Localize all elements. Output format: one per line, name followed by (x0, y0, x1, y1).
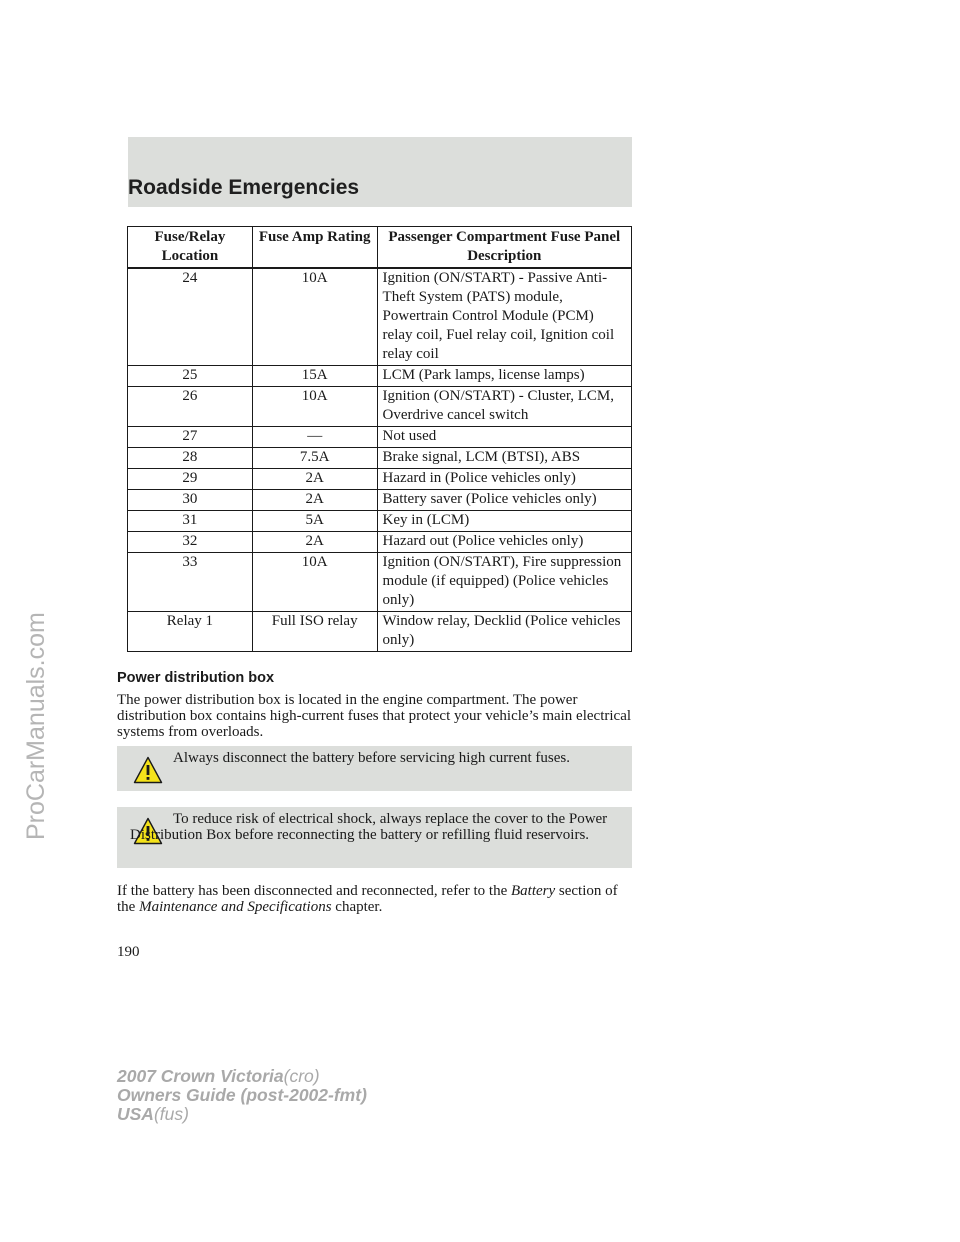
watermark: ProCarManuals.com (22, 612, 50, 840)
cell-rating: 10A (252, 268, 377, 366)
cell-rating: 2A (252, 532, 377, 553)
cell-location: 29 (128, 469, 253, 490)
battery-ref-text-3: chapter. (335, 899, 383, 915)
fuse-table-header (128, 227, 632, 269)
warning-triangle-icon (133, 756, 163, 784)
cell-rating: 2A (252, 469, 377, 490)
warning-text-2: To reduce risk of electrical shock, always replace the cover to the Power Distribution Box before reconnecting the battery or refilling fluid reservoirs. (130, 811, 608, 843)
cell-description: Key in (LCM) (377, 511, 631, 532)
cell-description: Ignition (ON/START) - Cluster, LCM, Overdrive cancel switch (377, 387, 631, 427)
cell-description: Window relay, Decklid (Police vehicles only) (377, 612, 631, 652)
power-distribution-heading: Power distribution box (117, 670, 275, 686)
battery-reference-paragraph (117, 883, 632, 915)
cell-location: 28 (128, 448, 253, 469)
table-row (128, 366, 632, 387)
section-title: Roadside Emergencies (128, 176, 360, 199)
cell-location: 32 (128, 532, 253, 553)
fuse-table (127, 226, 632, 652)
cell-description: Hazard out (Police vehicles only) (377, 532, 631, 553)
table-row (128, 553, 632, 612)
cell-location: 27 (128, 427, 253, 448)
cell-rating: 15A (252, 366, 377, 387)
document-footer (117, 1067, 367, 1124)
battery-ref-text-2: section of the (117, 883, 618, 915)
cell-location: 26 (128, 387, 253, 427)
warning-box-1 (117, 746, 632, 791)
battery-section-ref: Battery (510, 883, 556, 899)
cell-location: Relay 1 (128, 612, 253, 652)
table-row (128, 387, 632, 427)
table-row (128, 511, 632, 532)
cell-description: Ignition (ON/START), Fire suppression module (if equipped) (Police vehicles only) (377, 553, 631, 612)
cell-rating: 10A (252, 387, 377, 427)
cell-description: Brake signal, LCM (BTSI), ABS (377, 448, 631, 469)
footer-model: 2007 Crown Victoria (117, 1066, 284, 1086)
table-row (128, 448, 632, 469)
footer-guide: Owners Guide (post-2002-fmt) (117, 1085, 367, 1105)
cell-rating: 10A (252, 553, 377, 612)
header-description: Passenger Compartment Fuse Panel Description (377, 227, 631, 269)
warning-box-2 (117, 807, 632, 868)
footer-model-code: (cro) (283, 1066, 320, 1086)
table-row (128, 469, 632, 490)
footer-region-code: (fus) (153, 1104, 189, 1124)
table-row (128, 532, 632, 553)
cell-description: Battery saver (Police vehicles only) (377, 490, 631, 511)
cell-location: 30 (128, 490, 253, 511)
cell-rating: — (252, 427, 377, 448)
cell-rating: 5A (252, 511, 377, 532)
cell-location: 31 (128, 511, 253, 532)
header-rating: Fuse Amp Rating (252, 227, 377, 269)
warning-text-1: Always disconnect the battery before servicing high current fuses. (173, 750, 570, 766)
footer-region: USA (117, 1104, 154, 1124)
cell-description: Ignition (ON/START) - Passive Anti-Theft System (PATS) module, Powertrain Control Module (PCM) relay coil, Fuel relay coil, Ignition coil relay coil (377, 268, 631, 366)
table-row (128, 268, 632, 366)
table-row (128, 612, 632, 652)
cell-rating: 2A (252, 490, 377, 511)
maintenance-chapter-ref: Maintenance and Specifications (139, 899, 332, 915)
cell-location: 24 (128, 268, 253, 366)
cell-rating: 7.5A (252, 448, 377, 469)
cell-description: Hazard in (Police vehicles only) (377, 469, 631, 490)
power-distribution-intro: The power distribution box is located in the engine compartment. The power distribution box contains high-current fuses that protect your vehicle’s main electrical systems from overloads. (117, 692, 632, 740)
battery-ref-text-1: If the battery has been disconnected and reconnected, refer to the (117, 883, 508, 899)
cell-rating: Full ISO relay (252, 612, 377, 652)
table-row (128, 427, 632, 448)
table-row (128, 490, 632, 511)
header-location: Fuse/Relay Location (128, 227, 253, 269)
cell-description: Not used (377, 427, 631, 448)
page-number: 190 (117, 944, 140, 960)
cell-description: LCM (Park lamps, license lamps) (377, 366, 631, 387)
cell-location: 25 (128, 366, 253, 387)
cell-location: 33 (128, 553, 253, 612)
